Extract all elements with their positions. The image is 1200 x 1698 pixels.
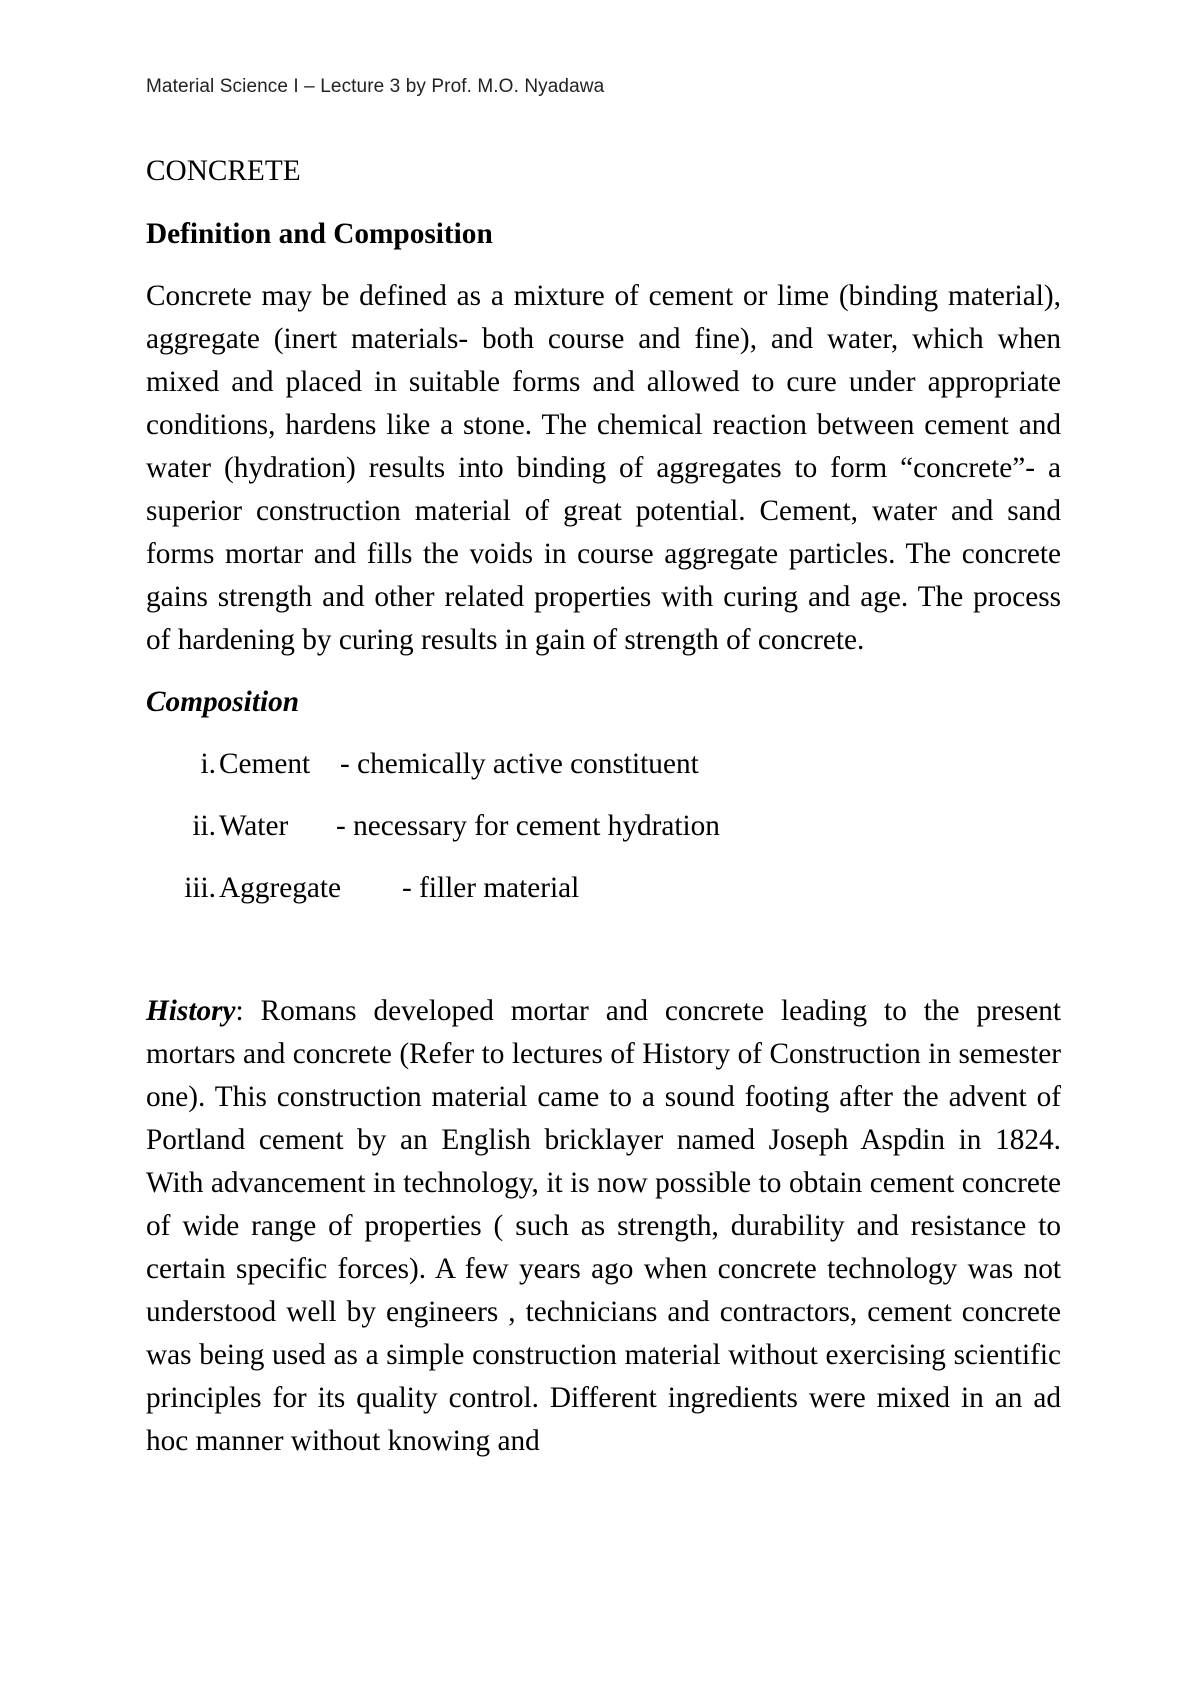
constituent-description: - filler material [402, 872, 580, 904]
history-text: : Romans developed mortar and concrete leading to the present mortars and concrete (Refer to lectures of History of Construction in semester one). This construction material came to a sound footing after the advent of Portland cement by an English bricklayer named Joseph Aspdin in 1824. With advancement in technology, it is now possible to obtain cement concrete of wide range of properties ( such as strength, durability and resistance to certain specific forces). A few years ago when concrete technology was not understood well by engineers , technicians and contractors, cement concrete was being used as a simple construction material without exercising scientific principles for its quality control. Different ingredients were mixed in an ad hoc manner without knowing and [146, 995, 1061, 1457]
section-heading-definition: Definition and Composition [146, 218, 493, 250]
page-header: Material Science I – Lecture 3 by Prof. M.O. Nyadawa [146, 76, 605, 97]
document-title: CONCRETE [146, 155, 301, 187]
definition-paragraph: Concrete may be defined as a mixture of cement or lime (binding material), aggregate (inert materials- both course and fine), and water, which when mixed and placed in suitable forms and allowed to cure under appropriate conditions, hardens like a stone. The chemical reaction between cement and water (hydration) results into binding of aggregates to form “concrete”- a superior construction material of great potential. Cement, water and sand forms mortar and fills the voids in course aggregate particles. The concrete gains strength and other related properties with curing and age. The process of hardening by curing results in gain of strength of concrete. [146, 280, 1061, 656]
composition-item [146, 743, 1061, 786]
constituent-name: Water [219, 810, 289, 842]
composition-item [146, 805, 1061, 848]
constituent-name: Aggregate [219, 872, 342, 904]
document-body [146, 150, 1061, 1463]
composition-list [146, 743, 1061, 910]
history-paragraph [146, 990, 1061, 1463]
constituent-description: - chemically active constituent [340, 748, 699, 780]
constituent-name: Cement [219, 748, 311, 780]
list-numeral: i. [200, 748, 216, 780]
list-numeral: ii. [192, 810, 216, 842]
list-numeral: iii. [184, 872, 216, 904]
composition-heading: Composition [146, 686, 300, 718]
composition-item [146, 867, 1061, 910]
constituent-description: - necessary for cement hydration [336, 810, 720, 842]
history-label: History [146, 995, 236, 1027]
